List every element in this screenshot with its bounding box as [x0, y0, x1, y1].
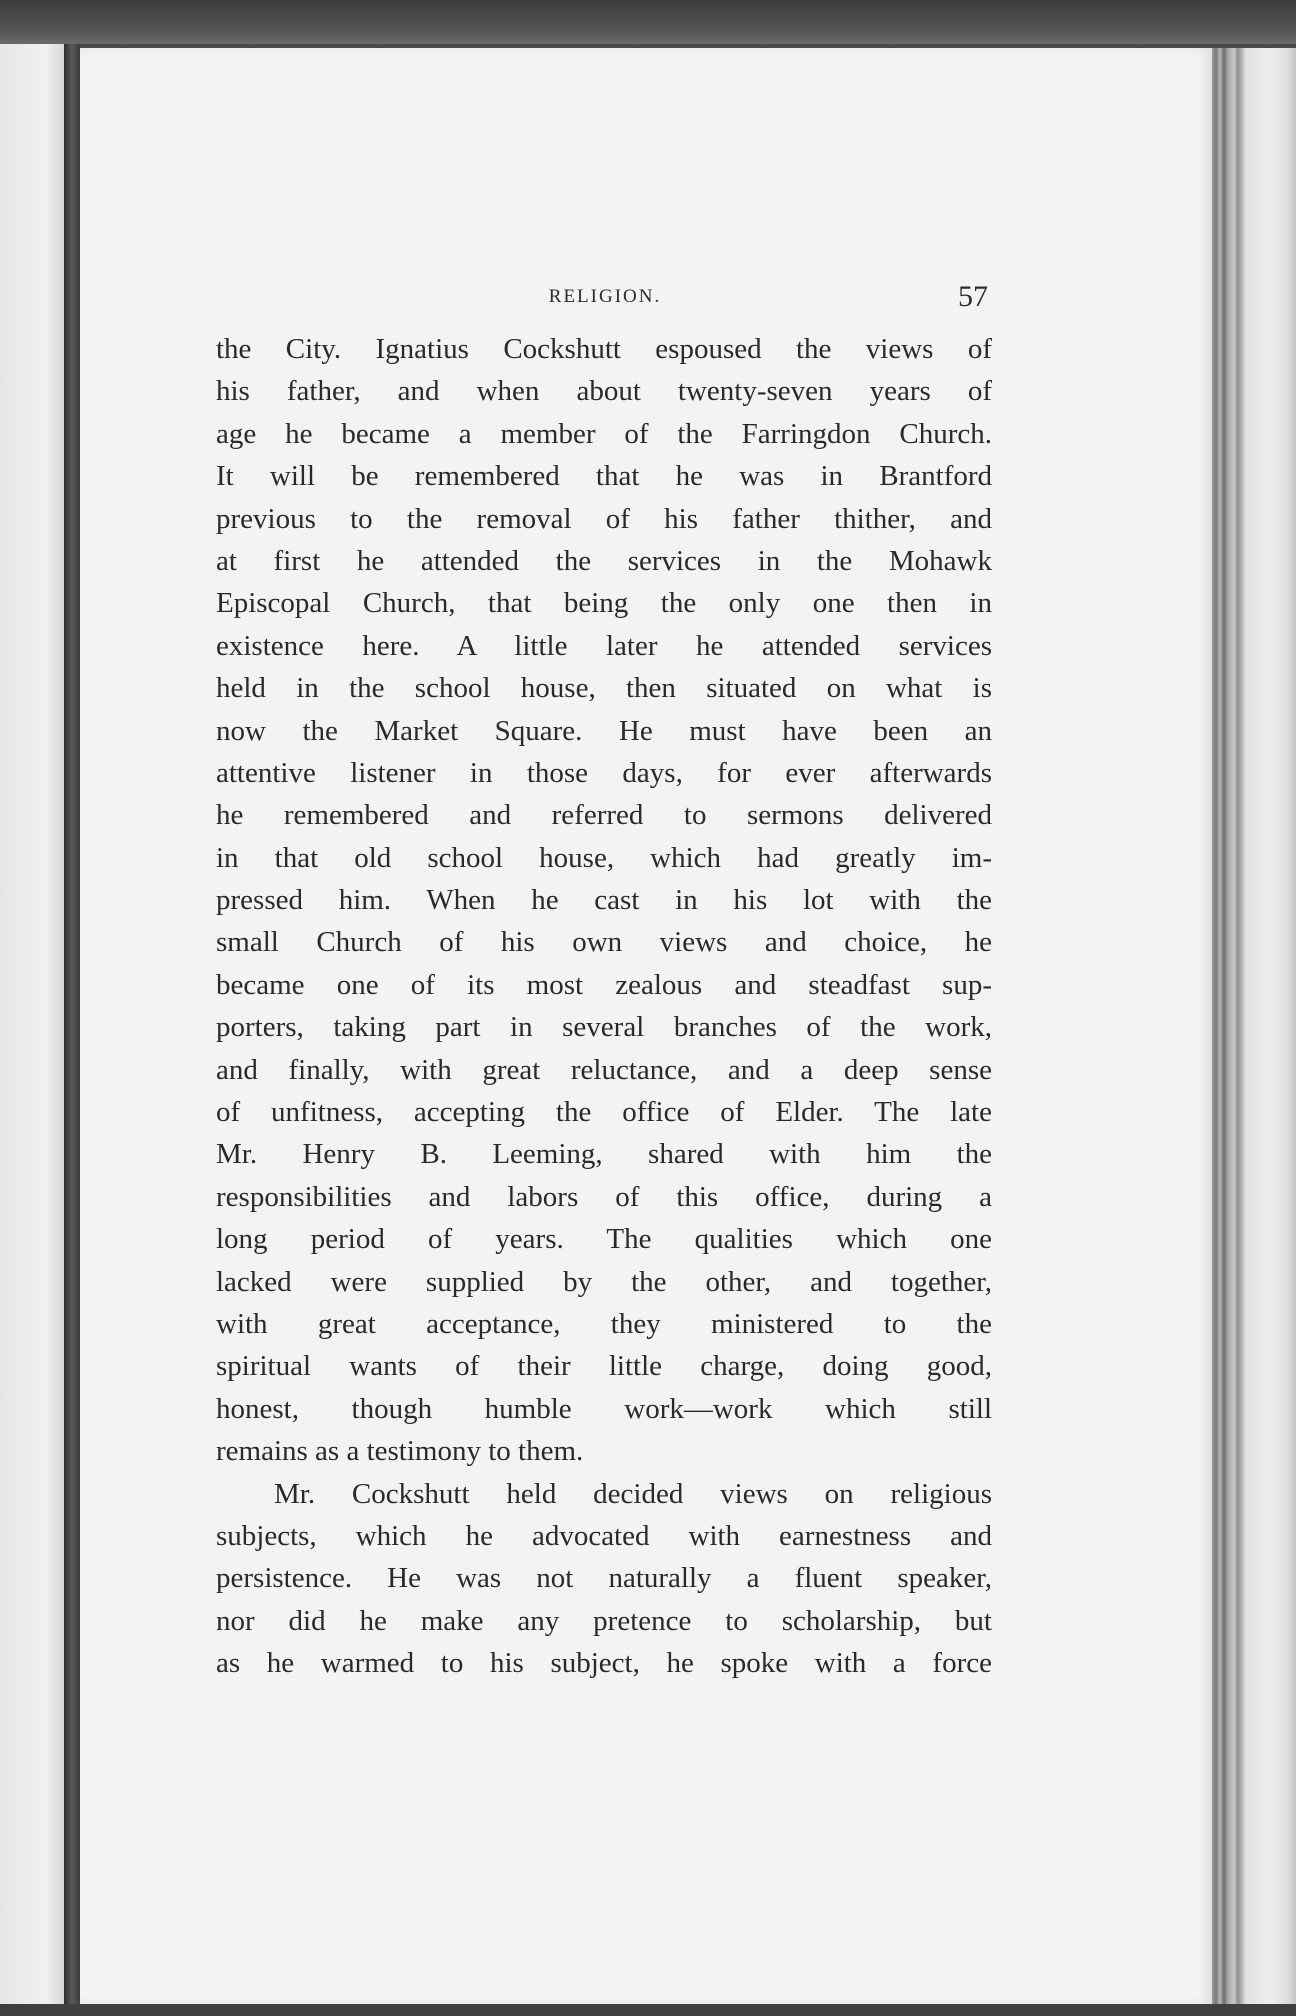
text-line: as he warmed to his subject, he spoke with a force [216, 1647, 992, 1680]
text-line: lacked were supplied by the other, and together, [216, 1265, 992, 1298]
page-header [218, 280, 992, 320]
text-line: now the Market Square. He must have been an [216, 714, 992, 747]
text-line: of unfitness, accepting the office of Elder. The late [216, 1096, 992, 1129]
text-line: held in the school house, then situated on what is [216, 672, 992, 705]
text-line: persistence. He was not naturally a fluent speaker, [216, 1562, 992, 1595]
text-line: remains as a testimony to them. [216, 1435, 584, 1468]
page-number: 57 [958, 280, 988, 313]
text-line: responsibilities and labors of this office, during a [216, 1180, 992, 1213]
text-line: previous to the removal of his father thither, and [216, 502, 992, 535]
text-line: he remembered and referred to sermons delivered [216, 799, 992, 832]
body-text [216, 328, 992, 1685]
text-line: porters, taking part in several branches of the work, [216, 1011, 992, 1044]
text-line: became one of its most zealous and steadfast sup- [216, 968, 992, 1001]
text-line: honest, though humble work—work which still [216, 1392, 992, 1425]
text-line: at first he attended the services in the Mohawk [216, 544, 992, 577]
scanner-bottom-edge [0, 2004, 1296, 2016]
previous-page-edge [0, 44, 64, 2004]
text-line: age he became a member of the Farringdon Church. [216, 417, 992, 450]
text-line: with great acceptance, they ministered to the [216, 1307, 992, 1340]
text-line: Mr. Henry B. Leeming, shared with him the [216, 1138, 992, 1171]
book-gutter [64, 44, 80, 2004]
text-line: attentive listener in those days, for ever afterwards [216, 756, 992, 789]
scanner-top-edge [0, 0, 1296, 44]
text-line: It will be remembered that he was in Brantford [216, 460, 992, 493]
text-line: pressed him. When he cast in his lot with the [216, 884, 992, 917]
text-line: in that old school house, which had greatly im- [216, 841, 992, 874]
running-head: RELIGION. [548, 286, 662, 307]
text-line: small Church of his own views and choice, he [216, 926, 992, 959]
page-stack-edge [1212, 48, 1296, 2004]
text-line: the City. Ignatius Cockshutt espoused the views of [216, 333, 992, 365]
text-line: and finally, with great reluctance, and a deep sense [216, 1053, 992, 1086]
text-line: his father, and when about twenty-seven years of [216, 375, 992, 408]
text-line: spiritual wants of their little charge, doing good, [216, 1350, 992, 1383]
text-line: subjects, which he advocated with earnestness and [216, 1519, 992, 1552]
text-line: nor did he make any pretence to scholarship, but [216, 1604, 992, 1637]
text-line: Mr. Cockshutt held decided views on religious [274, 1477, 992, 1510]
text-line: Episcopal Church, that being the only one then in [216, 587, 992, 620]
text-line: long period of years. The qualities which one [216, 1223, 992, 1256]
text-line: existence here. A little later he attended services [216, 629, 992, 662]
